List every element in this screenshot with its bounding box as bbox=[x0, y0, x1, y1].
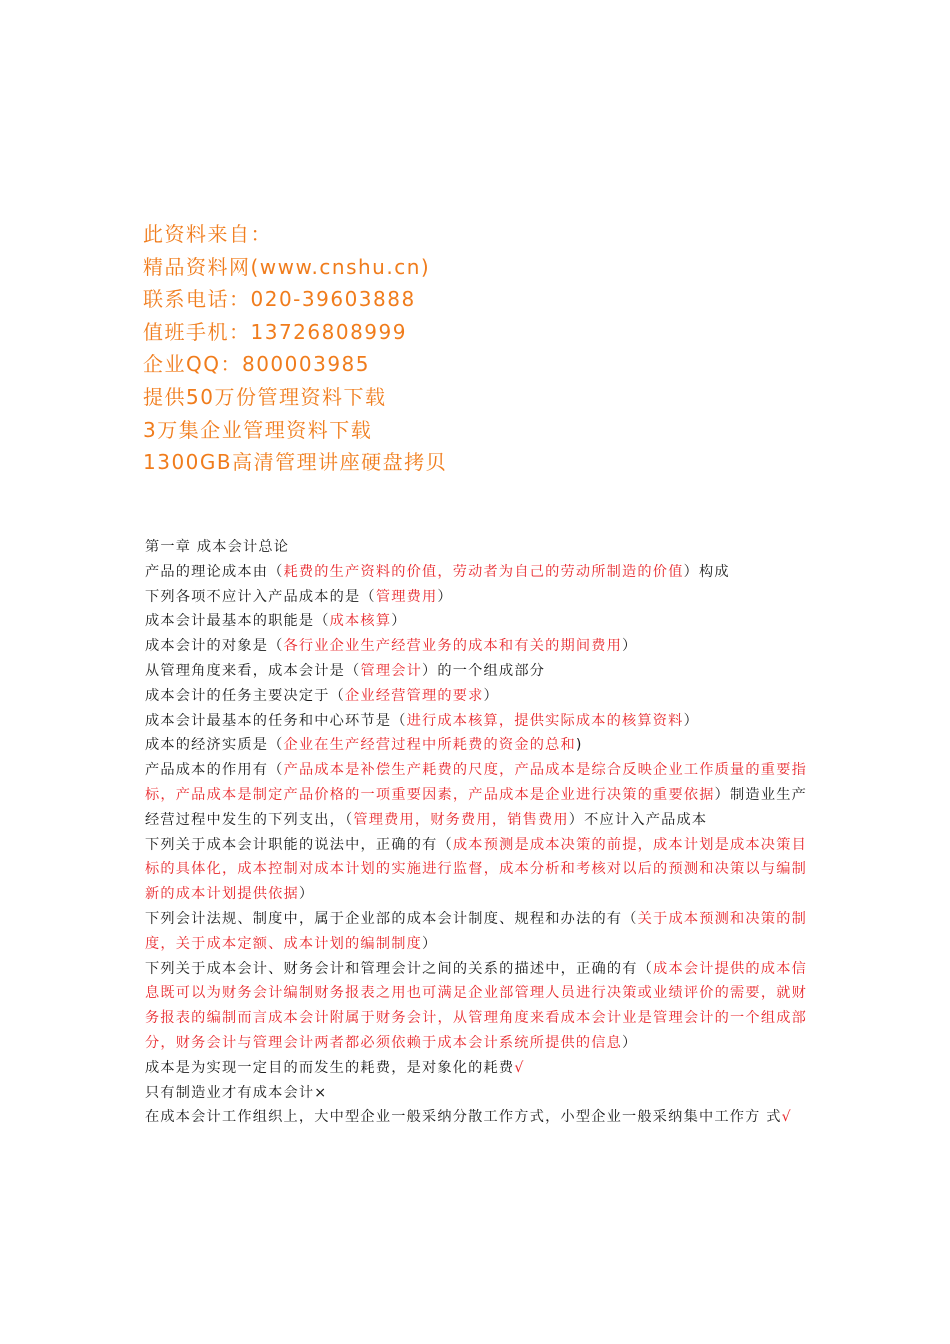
paragraph bbox=[145, 833, 807, 907]
answer-text: 企业经营管理的要求 bbox=[345, 687, 484, 704]
promo-line-offer-1: 提供50万份管理资料下载 bbox=[143, 384, 387, 409]
answer-text: 管理费用，财务费用，销售费用 bbox=[353, 811, 569, 828]
promo-line-source: 此资料来自： bbox=[143, 222, 272, 246]
promo-line-offer-2: 3万集企业管理资料下载 bbox=[143, 417, 373, 442]
paragraph bbox=[145, 684, 807, 709]
question-text: ）制造业生产经营过程中发生的下列支出，（ bbox=[145, 786, 808, 828]
question-text: ） bbox=[391, 613, 407, 630]
question-text: 成本是为实现一定目的而发生的耗费，是对象化的耗费 bbox=[145, 1059, 515, 1076]
answer-text: 各行业企业生产经营业务的成本和有关的期间费用 bbox=[283, 638, 623, 655]
question-text: ）不应计入产品成本 bbox=[568, 811, 708, 828]
question-text: 下列各项不应计入产品成本的是（ bbox=[145, 588, 376, 605]
question-text: 在成本会计工作组织上，大中型企业一般采纳分散工作方式，小型企业一般采纳集中工作方 式 bbox=[145, 1109, 782, 1126]
question-text: 下列关于成本会计职能的说法中，正确的有（ bbox=[145, 836, 453, 853]
question-text: ） bbox=[298, 886, 315, 903]
paragraph bbox=[145, 1105, 807, 1130]
paragraph bbox=[145, 560, 807, 585]
answer-text: 成本会计提供的成本信息既可以为财务会计编制财务报表之用也可满足企业部管理人员进行决策或业绩评价的需要，就财务报表的编制而言成本会计附属于财务会计，从管理角度来看成本会计业是管理会计的一个组成部分，财务会计与管理会计两者都必须依赖于成本会计系统所提供的信息 bbox=[145, 960, 807, 1051]
question-text: 成本的经济实质是（ bbox=[145, 737, 284, 754]
question-text: ) bbox=[575, 737, 583, 754]
promo-line-website: 精品资料网(www.cnshu.cn) bbox=[143, 254, 431, 279]
answer-text: 管理会计 bbox=[360, 662, 422, 679]
paragraph bbox=[145, 758, 807, 832]
question-text: 成本会计的任务主要决定于（ bbox=[145, 687, 346, 704]
question-text: 下列会计法规、制度中，属于企业部的成本会计制度、规程和办法的有（ bbox=[145, 910, 638, 927]
paragraph bbox=[145, 609, 807, 634]
answer-text: √ bbox=[514, 1059, 525, 1076]
question-text: 成本会计最基本的职能是（ bbox=[145, 613, 330, 630]
promo-line-offer-3: 1300GB高清管理讲座硬盘拷贝 bbox=[143, 450, 448, 475]
question-text: 下列关于成本会计、财务会计和管理会计之间的关系的描述中，正确的有（ bbox=[145, 960, 654, 977]
answer-text: 企业在生产经营过程中所耗费的资金的总和 bbox=[283, 737, 576, 754]
answer-text: √ bbox=[781, 1109, 792, 1126]
question-text: ） bbox=[437, 588, 453, 605]
question-text: ） bbox=[683, 712, 699, 729]
paragraph bbox=[145, 733, 807, 758]
question-text: 从管理角度来看，成本会计是（ bbox=[145, 662, 361, 679]
question-text: ）的一个组成部分 bbox=[422, 662, 546, 679]
question-text: ） bbox=[622, 638, 638, 655]
promo-block bbox=[143, 218, 843, 479]
paragraph bbox=[145, 1056, 807, 1081]
answer-text: 管理费用 bbox=[375, 588, 438, 605]
answer-text: 成本核算 bbox=[329, 613, 392, 630]
paragraph bbox=[145, 634, 807, 659]
answer-text: 耗费的生产资料的价值，劳动者为自己的劳动所制造的价值 bbox=[283, 563, 684, 580]
chapter-title: 第一章 成本会计总论 bbox=[145, 539, 290, 555]
promo-line-qq: 企业QQ：800003985 bbox=[143, 352, 371, 377]
question-text: 产品成本的作用有（ bbox=[145, 762, 284, 779]
paragraph-list bbox=[145, 560, 807, 1130]
paragraph bbox=[145, 585, 807, 610]
answer-text: 产品成本是补偿生产耗费的尺度，产品成本是综合反映企业工作质量的重要指标，产品成本是制定产品价格的一项重要因素，产品成本是企业进行决策的重要依据 bbox=[145, 762, 807, 803]
question-text: 产品的理论成本由（ bbox=[145, 563, 284, 580]
question-text: 只有制造业才有成本会计× bbox=[145, 1084, 328, 1101]
promo-line-mobile: 值班手机：13726808999 bbox=[143, 319, 407, 344]
paragraph bbox=[145, 957, 807, 1056]
answer-text: 关于成本预测和决策的制度，关于成本定额、成本计划的编制制度 bbox=[145, 910, 807, 952]
question-text: ） bbox=[421, 935, 438, 952]
paragraph bbox=[145, 907, 807, 957]
paragraph bbox=[145, 659, 807, 684]
question-text: 成本会计的对象是（ bbox=[145, 638, 284, 655]
question-text: ） bbox=[483, 687, 499, 704]
question-text: ）构成 bbox=[683, 563, 730, 580]
answer-text: 进行成本核算，提供实际成本的核算资料 bbox=[406, 712, 684, 729]
document-body bbox=[145, 535, 807, 1130]
promo-line-phone: 联系电话：020-39603888 bbox=[143, 287, 416, 312]
paragraph bbox=[145, 1081, 807, 1106]
paragraph bbox=[145, 709, 807, 734]
answer-text: 成本预测是成本决策的前提，成本计划是成本决策目标的具体化，成本控制对成本计划的实施进行监督，成本分析和考核对以后的预测和决策以与编制新的成本计划提供依据 bbox=[145, 836, 807, 903]
question-text: ） bbox=[622, 1034, 638, 1051]
question-text: 成本会计最基本的任务和中心环节是（ bbox=[145, 712, 407, 729]
